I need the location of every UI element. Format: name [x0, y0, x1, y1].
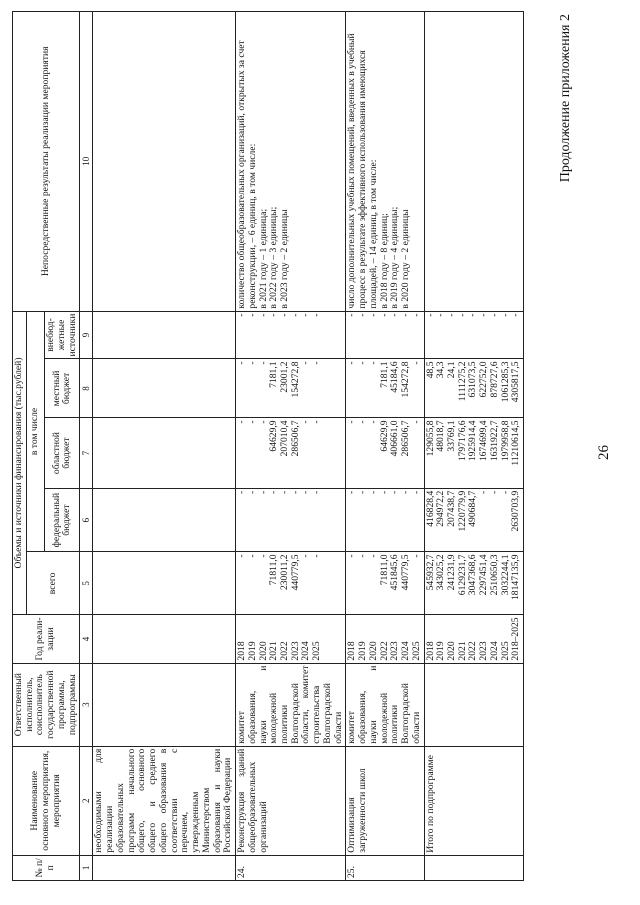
- list-item: 545932,7: [424, 554, 436, 591]
- list-item: 71811,0: [378, 554, 390, 586]
- list-item: -: [410, 420, 422, 424]
- list-item: 48,5: [424, 361, 436, 379]
- list-item: -: [357, 490, 369, 494]
- list-item: -: [410, 554, 422, 558]
- list-item: 2022: [378, 641, 390, 661]
- row-total: [236, 552, 346, 615]
- result-line: в 2018 году – 8 единиц;: [378, 213, 390, 309]
- list-item: -: [499, 490, 511, 494]
- column-number: 4: [80, 615, 93, 663]
- list-item: 878727,6: [488, 361, 500, 398]
- column-number: 8: [80, 359, 93, 418]
- result-line: в 2023 году – 2 единицы: [278, 209, 290, 309]
- header-name: Наименование основного мероприятия, мероприятия: [13, 746, 80, 855]
- list-item: 2018: [424, 641, 436, 661]
- column-number: 9: [80, 311, 93, 359]
- list-item: -: [300, 554, 312, 558]
- list-item: 11210614,5: [510, 420, 522, 466]
- list-item: -: [357, 554, 369, 558]
- list-item: 2021: [268, 641, 280, 661]
- list-item: 451845,6: [389, 554, 401, 591]
- list-item: -: [499, 313, 511, 317]
- list-item: 286506,7: [400, 420, 412, 457]
- list-item: -: [311, 554, 323, 558]
- column-number: 7: [80, 418, 93, 488]
- list-item: -: [435, 313, 447, 317]
- list-item: -: [400, 313, 412, 317]
- list-item: -: [488, 490, 500, 494]
- column-number: 1: [80, 855, 93, 880]
- list-item: 154272,8: [400, 361, 412, 398]
- list-item: -: [467, 313, 479, 317]
- list-item: 2023: [389, 641, 401, 661]
- row-executor: комитет образования, науки и молодежной политики Волгоградской области: [346, 663, 424, 746]
- list-item: 2025: [311, 641, 323, 661]
- list-item: 1925914,4: [467, 420, 479, 462]
- total-label: Итого по подпрограмме: [424, 746, 524, 855]
- list-item: 2023: [478, 641, 490, 661]
- list-item: -: [367, 313, 379, 317]
- row-results: [346, 12, 424, 312]
- list-item: -: [300, 490, 312, 494]
- list-item: 2019: [357, 641, 369, 661]
- list-item: 207010,4: [278, 420, 290, 457]
- list-item: 2024: [300, 641, 312, 661]
- list-item: -: [346, 361, 358, 365]
- list-item: 2018: [236, 641, 248, 661]
- list-item: 1631922,7: [488, 420, 500, 462]
- row-local: [346, 359, 424, 418]
- list-item: 416828,4: [424, 490, 436, 527]
- row-name: Реконструкция зданий общеобразовательных организаций: [236, 746, 346, 855]
- list-item: 2022: [278, 641, 290, 661]
- column-number: 2: [80, 746, 93, 855]
- list-item: -: [289, 313, 301, 317]
- list-item: -: [456, 313, 468, 317]
- result-line: в 2021 году – 1 единица;: [257, 208, 269, 309]
- list-item: -: [346, 420, 358, 424]
- list-item: 2023: [289, 641, 301, 661]
- list-item: -: [257, 361, 269, 365]
- list-item: 1111275,2: [456, 361, 468, 402]
- column-number: 6: [80, 488, 93, 552]
- list-item: 343025,2: [435, 554, 447, 591]
- list-item: -: [300, 313, 312, 317]
- list-item: 622752,0: [478, 361, 490, 398]
- list-item: 48018,7: [435, 420, 447, 452]
- header-year: Год реали-зации: [13, 615, 80, 663]
- list-item: -: [311, 490, 323, 494]
- header-n: № п/п: [13, 855, 80, 880]
- list-item: -: [236, 361, 248, 365]
- column-number-row: [80, 12, 93, 881]
- list-item: 2019: [246, 641, 258, 661]
- list-item: -: [367, 420, 379, 424]
- list-item: 34,3: [435, 361, 447, 379]
- list-item: 440779,5: [400, 554, 412, 591]
- list-item: -: [478, 313, 490, 317]
- list-item: -: [410, 313, 422, 317]
- list-item: 2022: [467, 641, 479, 661]
- total-regional: [424, 418, 524, 488]
- list-item: 241231,9: [445, 554, 457, 591]
- list-item: 2019: [435, 641, 447, 661]
- list-item: -: [367, 361, 379, 365]
- list-item: -: [311, 420, 323, 424]
- row-years: [346, 615, 424, 663]
- list-item: 33769,1: [445, 420, 457, 452]
- list-item: -: [268, 490, 280, 494]
- list-item: -: [289, 490, 301, 494]
- header-volume: Объемы и источники финансирования (тыс.рублей): [13, 311, 27, 615]
- row-name: Оптимизация загруженности школ: [346, 746, 424, 855]
- list-item: -: [378, 490, 390, 494]
- list-item: -: [357, 313, 369, 317]
- list-item: -: [257, 490, 269, 494]
- row-local: [236, 359, 346, 418]
- list-item: 2020: [367, 641, 379, 661]
- list-item: 1979958,8: [499, 420, 511, 462]
- header-total: всего: [26, 552, 80, 615]
- list-item: -: [278, 313, 290, 317]
- column-number: 5: [80, 552, 93, 615]
- row-years: [236, 615, 346, 663]
- list-item: 45184,6: [389, 361, 401, 393]
- list-item: -: [357, 420, 369, 424]
- header-local: местный бюджет: [45, 359, 80, 418]
- list-item: 6129231,7: [456, 554, 468, 596]
- list-item: -: [357, 361, 369, 365]
- list-item: -: [257, 420, 269, 424]
- row-results: [236, 12, 346, 312]
- list-item: -: [367, 490, 379, 494]
- list-item: 71811,0: [268, 554, 280, 586]
- header-results: Непосредственные результаты реализации мероприятия: [13, 12, 80, 312]
- list-item: 7181,1: [378, 361, 390, 388]
- total-local: [424, 359, 524, 418]
- list-item: -: [410, 490, 422, 494]
- list-item: 64629,9: [378, 420, 390, 452]
- list-item: -: [346, 490, 358, 494]
- list-item: -: [246, 420, 258, 424]
- result-line: количество общеобразовательных организаций, открытых за счет реконструкции, – 6 единиц, в том числе:: [236, 40, 258, 309]
- list-item: 2025: [499, 641, 511, 661]
- row-total: [346, 552, 424, 615]
- list-item: 1061285,3: [499, 361, 511, 403]
- list-item: -: [300, 361, 312, 365]
- list-item: -: [389, 313, 401, 317]
- list-item: -: [257, 313, 269, 317]
- continuation-name: необходимыми для реализации образовательных программ начального общего, основного общего и среднего общего образования в соответствии с перечнем, утвержденным Министерством образования и науки Российской Федерации: [93, 746, 236, 855]
- list-item: -: [311, 361, 323, 365]
- list-item: -: [488, 313, 500, 317]
- list-item: 207438,7: [445, 490, 457, 527]
- list-item: 230011,2: [278, 554, 290, 591]
- list-item: -: [346, 313, 358, 317]
- list-item: -: [268, 313, 280, 317]
- list-item: 2297451,4: [478, 554, 490, 596]
- table-row-total: [424, 12, 524, 881]
- continuation-label: Продолжение приложения 2: [558, 14, 573, 183]
- row-federal: [236, 488, 346, 552]
- list-item: -: [424, 313, 436, 317]
- list-item: 129055,8: [424, 420, 436, 457]
- continuation-row: [93, 12, 236, 881]
- list-item: -: [246, 313, 258, 317]
- list-item: -: [445, 313, 457, 317]
- list-item: 406661,0: [389, 420, 401, 457]
- list-item: -: [257, 554, 269, 558]
- list-item: 631073,5: [467, 361, 479, 398]
- list-item: 2020: [257, 641, 269, 661]
- header-regional: областной бюджет: [45, 418, 80, 488]
- list-item: 2025: [410, 641, 422, 661]
- list-item: 1220779,9: [456, 490, 468, 532]
- list-item: -: [236, 490, 248, 494]
- list-item: 1797176,6: [456, 420, 468, 462]
- list-item: 154272,8: [289, 361, 301, 398]
- list-item: 3047368,6: [467, 554, 479, 596]
- list-item: 2630703,9: [510, 490, 522, 532]
- list-item: -: [346, 554, 358, 558]
- row-regional: [346, 418, 424, 488]
- list-item: -: [367, 554, 379, 558]
- list-item: -: [378, 313, 390, 317]
- row-number: 25.: [346, 855, 424, 880]
- result-line: в 2022 году – 3 единицы;: [268, 206, 280, 309]
- list-item: -: [510, 313, 522, 317]
- list-item: -: [478, 490, 490, 494]
- table-row-25: [346, 12, 424, 881]
- result-line: в 2019 году – 4 единицы;: [389, 206, 401, 309]
- total-years: [424, 615, 524, 663]
- list-item: 7181,1: [268, 361, 280, 388]
- row-number: 24.: [236, 855, 346, 880]
- list-item: 64629,9: [268, 420, 280, 452]
- list-item: 1674699,4: [478, 420, 490, 462]
- list-item: 294972,2: [435, 490, 447, 527]
- list-item: -: [236, 420, 248, 424]
- header-executor: Ответственный исполнитель, соисполнитель государственной программы, подпрограммы: [13, 663, 80, 746]
- list-item: -: [246, 490, 258, 494]
- header-federal: федеральный бюджет: [45, 488, 80, 552]
- list-item: 3032244,1: [499, 554, 511, 596]
- list-item: -: [246, 361, 258, 365]
- list-item: 2510650,3: [488, 554, 500, 596]
- total-offbudget: [424, 311, 524, 359]
- row-executor: комитет образования, науки и молодежной политики Волгоградской области, комитет строительства Волгоградской области: [236, 663, 346, 746]
- list-item: 440779,5: [289, 554, 301, 591]
- total-federal: [424, 488, 524, 552]
- list-item: -: [236, 313, 248, 317]
- list-item: -: [400, 490, 412, 494]
- list-item: 24,1: [445, 361, 457, 379]
- result-line: число дополнительных учебных помещений, введенных в учебный процесс в результате эффективного использования имеющихся площадей, – 14 единиц, в том числе:: [346, 33, 379, 309]
- row-federal: [346, 488, 424, 552]
- list-item: -: [236, 554, 248, 558]
- column-number: 3: [80, 663, 93, 746]
- list-item: 2020: [445, 641, 457, 661]
- list-item: -: [389, 490, 401, 494]
- total-total: [424, 552, 524, 615]
- row-offbudget: [346, 311, 424, 359]
- list-item: -: [410, 361, 422, 365]
- row-offbudget: [236, 311, 346, 359]
- list-item: 2018–2025: [510, 617, 522, 661]
- list-item: 2024: [400, 641, 412, 661]
- list-item: -: [311, 313, 323, 317]
- page-number: 26: [596, 445, 612, 460]
- column-number: 10: [80, 12, 93, 312]
- table-row-24: [236, 12, 346, 881]
- list-item: 18147135,9: [510, 554, 522, 600]
- list-item: 4305817,5: [510, 361, 522, 403]
- list-item: -: [246, 554, 258, 558]
- header-offbudget: внебюд-жетные источники: [45, 311, 80, 359]
- list-item: -: [300, 420, 312, 424]
- list-item: 286506,7: [289, 420, 301, 457]
- header-row-1: [13, 12, 27, 881]
- list-item: 2018: [346, 641, 358, 661]
- result-line: в 2020 году – 2 единицы: [400, 209, 412, 309]
- row-regional: [236, 418, 346, 488]
- list-item: 23001,2: [278, 361, 290, 393]
- list-item: 2024: [488, 641, 500, 661]
- financing-table: [12, 11, 524, 881]
- list-item: 490684,7: [467, 490, 479, 527]
- header-incl: в том числе: [26, 311, 44, 552]
- list-item: -: [278, 490, 290, 494]
- list-item: 2021: [456, 641, 468, 661]
